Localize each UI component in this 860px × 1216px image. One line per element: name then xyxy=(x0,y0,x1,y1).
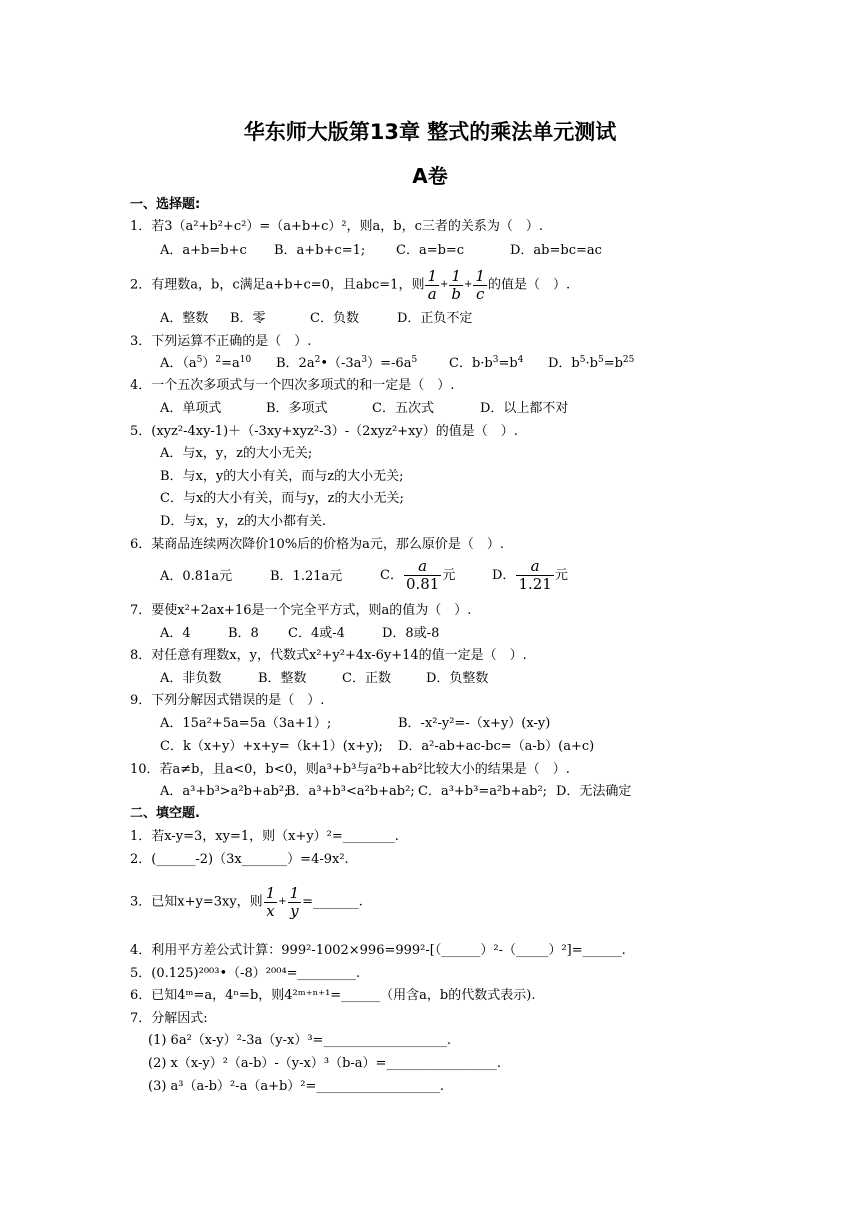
question-8: 8．对任意有理数x，y，代数式x²+y²+4x-6y+14的值一定是（ ）. xyxy=(130,648,527,663)
denominator: 0.81 xyxy=(405,575,440,593)
fill-question-3 xyxy=(130,882,363,923)
q9-option-c: C．k（x+y）+x+y=（k+1）(x+y); xyxy=(160,739,383,754)
q1-option-c: C．a=b=c xyxy=(396,243,465,258)
question-1: 1．若3（a²+b²+c²）=（a+b+c）²，则a，b，c三者的关系为（ ）. xyxy=(130,219,544,234)
numerator: 1 xyxy=(265,883,276,902)
q10-option-d: D．无法确定 xyxy=(556,784,632,799)
q2-option-a: A．整数 xyxy=(160,311,209,326)
text: C．b·b xyxy=(449,356,493,371)
q7-option-c: C．4或-4 xyxy=(288,626,345,641)
fraction-1-over-y xyxy=(288,885,302,920)
text: ·b xyxy=(585,356,598,371)
denominator: y xyxy=(288,902,302,920)
plus-sign: + xyxy=(464,279,473,290)
q10-option-c: C．a³+b³=a²b+ab²; xyxy=(418,784,548,799)
text: D． xyxy=(492,568,516,583)
q1-option-a: A．a+b=b+c xyxy=(160,243,247,258)
denominator: a xyxy=(425,285,439,303)
text: 元 xyxy=(554,568,568,583)
exponent: 5 xyxy=(196,355,203,365)
q1-option-b: B．a+b+c=1; xyxy=(274,243,366,258)
question-7: 7．要使x²+2ax+16是一个完全平方式，则a的值为（ ）. xyxy=(130,603,472,618)
plus-sign: + xyxy=(278,896,287,907)
fill-question-7-part-2: (2) x（x-y）²（a-b）-（y-x）³（b-a）=_________________. xyxy=(148,1056,502,1071)
question-5: 5．(xyz²-4xy-1)＋（-3xy+xyz²-3）-（2xyz²+xy）的值是（ ）. xyxy=(130,424,518,439)
text: ）=-6a xyxy=(367,356,412,371)
question-2 xyxy=(130,266,570,305)
q9-option-a: A．15a²+5a=5a（3a+1）; xyxy=(160,716,332,731)
exponent: 10 xyxy=(239,355,252,365)
fill-question-7-part-1: (1) 6a²（x-y）²-3a（y-x）³=___________________. xyxy=(148,1033,452,1048)
text: =_______. xyxy=(302,894,363,910)
q5-option-b: B．与x，y的大小有关，而与z的大小无关; xyxy=(160,469,404,484)
q7-option-d: D．8或-8 xyxy=(382,626,440,641)
q6-option-c xyxy=(380,556,455,596)
section-choice-heading: 一、选择题: xyxy=(130,197,201,212)
question-6: 6．某商品连续两次降价10%后的价格为a元，那么原价是（ ）. xyxy=(130,537,505,552)
q3-option-a xyxy=(160,356,251,372)
q5-option-c: C．与x的大小有关，而与y，z的大小无关; xyxy=(160,491,404,506)
q7-option-b: B．8 xyxy=(228,626,259,641)
fraction-a-over-0.81 xyxy=(404,558,441,593)
denominator: x xyxy=(264,902,278,920)
fill-question-6: 6．已知4ᵐ=a，4ⁿ=b，则4²ᵐ⁺ⁿ⁺¹=______（用含a，b的代数式表示). xyxy=(130,988,536,1003)
section-fill-heading: 二、填空题. xyxy=(130,806,200,821)
exponent: 4 xyxy=(517,355,524,365)
fill-question-5: 5．(0.125)²⁰⁰³•（-8）²⁰⁰⁴=_________. xyxy=(130,966,361,981)
q4-option-a: A．单项式 xyxy=(160,401,222,416)
fill-question-7-part-3: (3) a³（a-b）²-a（a+b）²=___________________. xyxy=(148,1079,445,1094)
q3-option-b xyxy=(276,356,417,372)
text: B．2a xyxy=(276,356,315,371)
q6-option-d xyxy=(492,556,568,596)
fraction-1-over-c xyxy=(473,268,487,303)
q5-option-d: D．与x，y，z的大小都有关. xyxy=(160,514,327,529)
denominator: b xyxy=(451,284,461,303)
text: •（-3a xyxy=(320,356,362,371)
numerator: 1 xyxy=(475,266,485,285)
exponent: 5 xyxy=(579,355,586,365)
q2-stem-end: 的值是（ ）. xyxy=(487,277,571,293)
q2-option-d: D．正负不定 xyxy=(397,311,473,326)
q10-option-a: A．a³+b³>a²b+ab²; xyxy=(160,784,289,799)
fraction-a-over-1.21 xyxy=(516,558,553,593)
numerator: 1 xyxy=(427,266,437,285)
exponent: 5 xyxy=(597,355,604,365)
q3-option-d xyxy=(548,356,634,372)
text: 元 xyxy=(442,568,456,583)
exponent: 3 xyxy=(361,355,368,365)
q2-option-b: B．零 xyxy=(230,311,266,326)
fill-question-4: 4．利用平方差公式计算：999²-1002×996=999²-[（______）²-（_____）²]=______. xyxy=(130,943,626,958)
text: =b xyxy=(603,356,623,371)
exponent: 25 xyxy=(622,355,635,365)
q3-option-c xyxy=(449,356,523,372)
q8-option-d: D．负整数 xyxy=(426,671,489,686)
question-4: 4．一个五次多项式与一个四次多项式的和一定是（ ）. xyxy=(130,378,455,393)
exponent: 5 xyxy=(411,355,418,365)
text: =a xyxy=(221,356,240,371)
exponent: 2 xyxy=(215,355,222,365)
fill-question-7: 7．分解因式: xyxy=(130,1011,208,1026)
text: =b xyxy=(498,356,518,371)
q7-option-a: A．4 xyxy=(160,626,191,641)
q9-option-d: D．a²-ab+ac-bc=（a-b）(a+c) xyxy=(398,739,595,754)
q8-option-c: C．正数 xyxy=(342,671,391,686)
q4-option-d: D．以上都不对 xyxy=(480,401,569,416)
plus-sign: + xyxy=(440,279,449,290)
denominator: 1.21 xyxy=(518,575,552,593)
q4-option-b: B．多项式 xyxy=(266,401,328,416)
q2-stem-start: 2．有理数a，b，c满足a+b+c=0，且abc=1，则 xyxy=(130,277,425,293)
text: D．b xyxy=(548,356,580,371)
fill-question-2: 2．(______-2)（3x_______）=4-9x². xyxy=(130,852,349,867)
q2-option-c: C．负数 xyxy=(310,311,359,326)
q8-option-b: B．整数 xyxy=(258,671,307,686)
numerator: a xyxy=(418,557,428,575)
q8-option-a: A．非负数 xyxy=(160,671,222,686)
q1-option-d: D．ab=bc=ac xyxy=(510,243,602,258)
q10-option-b: B．a³+b³<a²b+ab²; xyxy=(286,784,415,799)
fill-question-1: 1．若x-y=3，xy=1，则（x+y）²=________. xyxy=(130,829,399,844)
text: ） xyxy=(202,356,216,371)
text: 3．已知x+y=3xy，则 xyxy=(130,894,263,910)
q4-option-c: C．五次式 xyxy=(372,401,434,416)
page-title: 华东师大版第13章 整式的乘法单元测试 xyxy=(243,120,617,144)
fraction-1-over-a xyxy=(425,268,439,303)
fraction-1-over-b xyxy=(449,268,463,303)
denominator: c xyxy=(473,285,487,303)
text: C． xyxy=(380,568,403,583)
question-9: 9．下列分解因式错误的是（ ）. xyxy=(130,693,325,708)
fraction-1-over-x xyxy=(264,885,278,920)
numerator: 1 xyxy=(451,266,461,285)
numerator: a xyxy=(530,557,540,575)
q6-option-b: B．1.21a元 xyxy=(270,569,343,584)
exponent: 2 xyxy=(314,355,321,365)
q9-option-b: B．-x²-y²=-（x+y）(x-y) xyxy=(398,716,551,731)
question-10: 10．若a≠b，且a<0，b<0，则a³+b³与a²b+ab²比较大小的结果是（ ）. xyxy=(130,762,570,777)
numerator: 1 xyxy=(289,883,300,902)
q6-option-a: A．0.81a元 xyxy=(160,569,233,584)
exponent: 3 xyxy=(492,355,499,365)
question-3: 3．下列运算不正确的是（ ）. xyxy=(130,334,312,349)
text: A．（a xyxy=(160,356,197,371)
q5-option-a: A．与x，y，z的大小无关; xyxy=(160,446,313,461)
page-subtitle: A卷 xyxy=(412,164,448,188)
